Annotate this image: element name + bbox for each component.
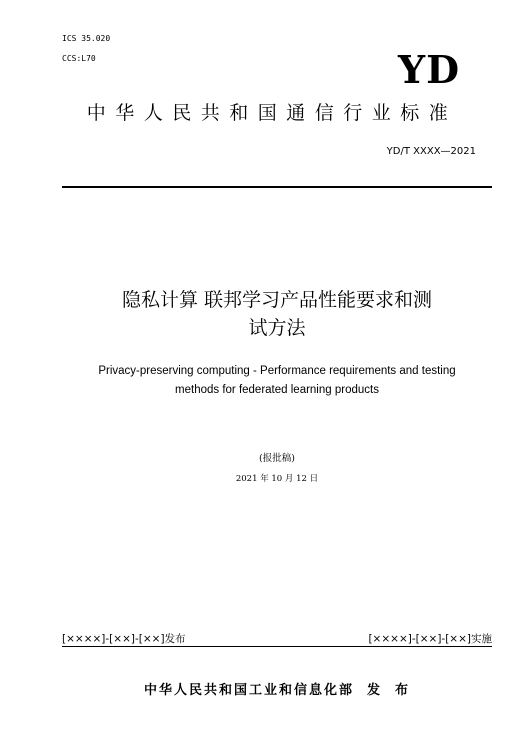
english-title-line-1: Privacy-preserving computing - Performance requirements and testing (98, 365, 456, 377)
standard-category: 中华人民共和国通信行业标准 (86, 102, 458, 124)
draft-status: (报批稿) (259, 453, 295, 464)
ics-code: ICS 35.020 (62, 34, 111, 43)
footer-divider (62, 646, 492, 647)
english-title (62, 362, 492, 400)
chinese-title (62, 286, 492, 342)
draft-date: 2021 年 10 月 12 日 (235, 474, 319, 484)
chinese-title-line-1: 隐私计算 联邦学习产品性能要求和测 (121, 289, 433, 311)
issuing-authority: 中华人民共和国工业和信息化部 发 布 (143, 683, 411, 698)
chinese-title-line-2: 试方法 (248, 317, 306, 339)
english-title-line-2: methods for federated learning products (175, 384, 379, 396)
standard-code: YD/T XXXX—2021 (386, 146, 476, 157)
yd-logo: YD (398, 47, 461, 92)
issue-date: [××××]-[××]-[××]发布 (62, 633, 186, 645)
implementation-date: [××××]-[××]-[××]实施 (368, 633, 492, 645)
header-divider (62, 186, 492, 188)
ccs-code: CCS:L70 (62, 54, 96, 63)
